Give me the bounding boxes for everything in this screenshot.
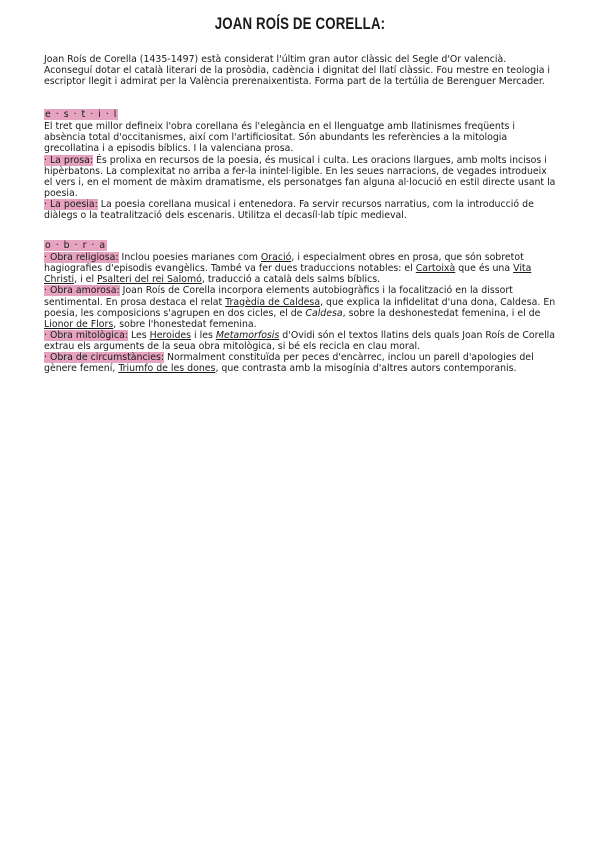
section-heading-obra: o · b · r · a (45, 240, 107, 252)
religiosa-text-3: que és una (455, 263, 514, 275)
religiosa-label: · Obra religiosa: (44, 252, 119, 264)
link-vita-christi: Vita Christi (44, 263, 532, 286)
link-lionor-de-flors: Lionor de Flors (44, 318, 114, 330)
link-triumfo-dones: Triumfo de les dones (118, 363, 216, 375)
amorosa-text-3: , sobre la deshonestedat femenina, i el de (342, 307, 541, 319)
religiosa-text-4: , i el (74, 274, 98, 286)
religiosa-text-2: , i especialment obres en prosa, que són sobretot hagiografies d'episodis evangèlics. També va fer dues traduccions notables: el (44, 252, 524, 275)
amorosa-label: · Obra amorosa: (44, 285, 120, 297)
circumstancies-text-2: , que contrasta amb la misogínia d'altres autors contemporanis. (215, 363, 517, 375)
link-heroides: Heroides (149, 329, 192, 341)
mitologica-text-3: d'Ovidi són el textos llatins dels quals Joan Roís de Corella extrau els arguments de la seua obra mitològica, si bé els recicla en clau moral. (44, 329, 556, 352)
obra-circumstancies (44, 352, 556, 374)
obra-amorosa (44, 285, 556, 329)
circumstancies-label: · Obra de circumstàncies: (44, 351, 165, 363)
obra-religiosa (44, 252, 556, 285)
link-metamorfosis: Metamorfosis (215, 329, 280, 341)
link-oracio: Oració (260, 252, 292, 264)
obra-mitologica (44, 330, 556, 352)
religiosa-text-1: Inclou poesies marianes com (118, 252, 261, 264)
amorosa-text-4: , sobre l'honestedat femenina. (113, 318, 257, 330)
amorosa-text-1: Joan Roís de Corella incorpora elements autobiogràfics i la focalització en la dissort sentimental. En prosa destaca el relat (44, 285, 513, 308)
circumstancies-text-1: Normalment constituïda per peces d'encàrrec, inclou un parell d'apologies del gènere femení, (44, 351, 534, 375)
religiosa-text-5: , traducció a català dels salms bíblics. (201, 274, 381, 286)
estil-poesia (44, 199, 556, 221)
prosa-label: · La prosa: (44, 154, 94, 166)
prosa-text: És prolixa en recursos de la poesia, és musical i culta. Les oracions llargues, amb molts incisos i hipèrbatons. La complexitat no arriba a fer-la inintel·ligible. En les seues narracions, de vegades introdueix el vers i, en el moment de màxim dramatisme, els personatges fan alguna al·locució en estil directe usant la poesia. (44, 154, 556, 199)
estil-prosa (44, 155, 556, 199)
mitologica-text-2: i les (191, 329, 216, 341)
mitologica-label: · Obra mitològica: (44, 329, 128, 341)
link-tragedia-caldesa: Tragèdia de Caldesa (225, 296, 321, 308)
section-heading-estil: e · s · t · i · l (45, 109, 118, 121)
link-cartoixa: Cartoixà (415, 263, 456, 275)
amorosa-text-2: , que explica la infidelitat d'una dona, Caldesa. En poesia, les composicions s'agrupen en dos cicles, el de (44, 296, 556, 319)
intro-paragraph: Joan Roís de Corella (1435-1497) està considerat l'últim gran autor clàssic del Segle d'Or valencià. Aconseguí dotar el català literari de la prosòdia, cadència i dignitat del llatí clàssic. Fou mestre en teologia i escriptor llegit i admirat per la València prerenaixentista. Forma part de la tertúlia de Berenguer Mercader. (44, 54, 551, 88)
poesia-label: · La poesia: (44, 198, 98, 210)
link-psalteri: Psalteri del rei Salomó (97, 274, 202, 286)
poesia-text: La poesia corellana musical i entenedora. Fa servir recursos narratius, com la introducció de diàlegs o la teatralització dels escenaris. Utilitza el decasíl·lab típic medieval. (44, 198, 534, 222)
page-title: JOAN ROÍS DE CORELLA: (214, 14, 386, 33)
italic-caldesa: Caldesa (305, 307, 343, 319)
estil-intro: El tret que millor defineix l'obra corellana és l'elegància en el llenguatge amb llatinismes freqüents i absència total d'occitanismes, així com l'artificiositat. Són abundants les referències a la mitologia grecollatina i a episodis bíblics. I la valenciana prosa. (44, 121, 516, 155)
mitologica-text-1: Les (127, 329, 150, 341)
